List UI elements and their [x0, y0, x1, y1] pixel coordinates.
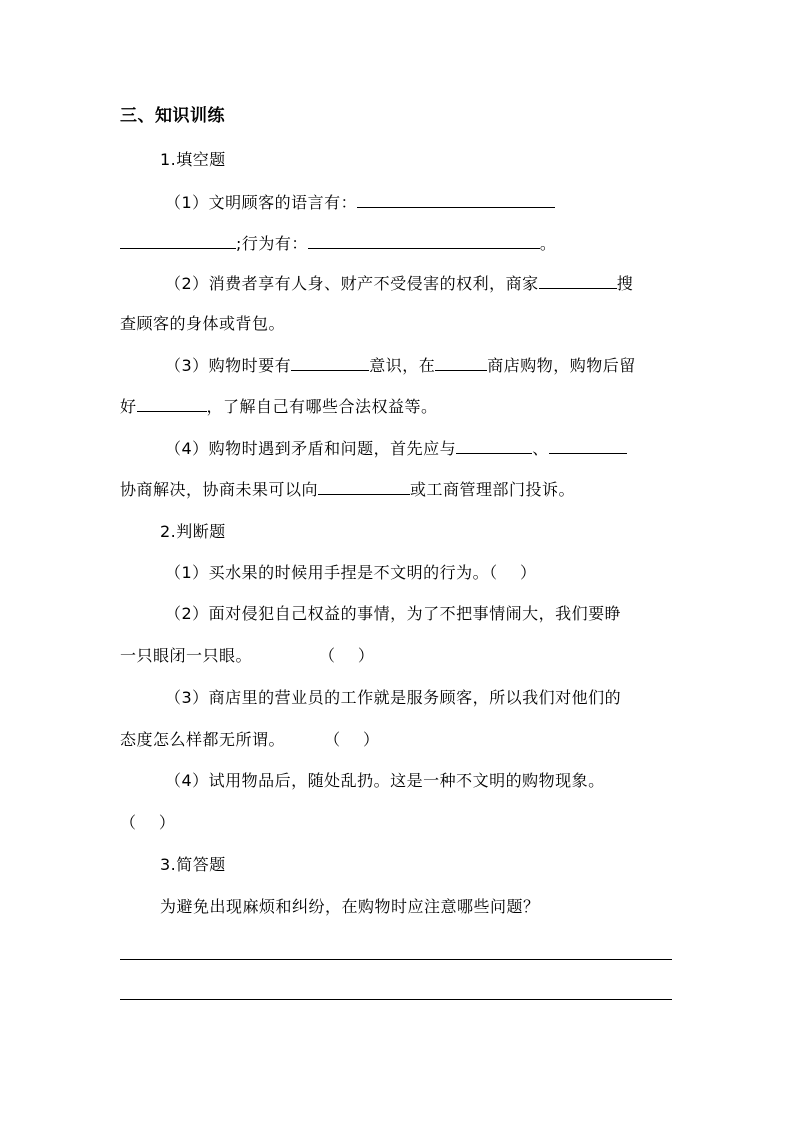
q1-item3-text: （3）购物时要有 — [165, 356, 292, 375]
q1-item3-blank-awareness[interactable] — [291, 355, 369, 371]
q1-item2-text2: 搜 — [616, 274, 634, 293]
q1-item4-blank-party1[interactable] — [456, 438, 532, 454]
q1-item1-text3: 。 — [539, 234, 557, 253]
q1-item4-text2: 、 — [532, 439, 549, 458]
q1-item4-text: （4）购物时遇到矛盾和问题，首先应与 — [165, 439, 457, 458]
q2-item4-line1: （4）试用物品后，随处乱扔。这是一种不文明的购物现象。 — [165, 771, 605, 790]
q2-item1: （1）买水果的时候用手捏是不文明的行为。（ ） — [165, 563, 537, 582]
q1-item1-blank-behavior[interactable] — [308, 233, 540, 249]
q2-item3-line2: 态度怎么样都无所谓。 （ ） — [120, 730, 380, 749]
q1-item4-text3: 协商解决，协商未果可以向 — [120, 480, 319, 499]
q1-item2-text: （2）消费者享有人身、财产不受侵害的权利，商家 — [165, 274, 539, 293]
q1-heading: 1.填空题 — [160, 150, 226, 169]
q1-item3-blank-shop[interactable] — [435, 355, 487, 371]
q1-item4-blank-party2[interactable] — [549, 438, 627, 454]
q1-item1-text: （1）文明顾客的语言有： — [165, 193, 358, 212]
q2-heading: 2.判断题 — [160, 522, 226, 541]
q1-item3-text3: 商店购物，购物后留 — [487, 356, 636, 375]
q1-item3-line2 — [120, 396, 438, 417]
q1-item4-blank-complaint[interactable] — [318, 479, 410, 495]
q1-item3-blank-keep[interactable] — [137, 396, 207, 412]
q1-item2-blank[interactable] — [539, 273, 617, 289]
q1-item2-line2: 查顾客的身体或背包。 — [120, 314, 286, 333]
q1-item1-blank-language[interactable] — [357, 192, 555, 208]
q3-question: 为避免出现麻烦和纠纷，在购物时应注意哪些问题？ — [160, 897, 540, 916]
q1-item4-line1 — [165, 438, 627, 459]
section-title: 三、知识训练 — [120, 106, 225, 126]
q1-item3-text2: 意识，在 — [369, 356, 436, 375]
answer-line-2[interactable] — [120, 998, 672, 1000]
q1-item3-text4: 好 — [120, 397, 137, 416]
answer-line-1[interactable] — [120, 958, 672, 960]
q1-item4-text4: 或工商管理部门投诉。 — [410, 480, 576, 499]
q1-item3-line1 — [165, 355, 636, 376]
q1-item2-line1 — [165, 273, 633, 294]
q1-item1-line1 — [165, 192, 555, 213]
q2-item2-line2: 一只眼闭一只眼。 （ ） — [120, 646, 375, 665]
q2-item2-line1: （2）面对侵犯自己权益的事情，为了不把事情闹大，我们要睁 — [165, 604, 622, 623]
q1-item1-blank-language-cont[interactable] — [120, 233, 236, 249]
q1-item4-line2 — [120, 479, 575, 500]
q2-item3-line1: （3）商店里的营业员的工作就是服务顾客，所以我们对他们的 — [165, 688, 622, 707]
q1-item3-text5: ，了解自己有哪些合法权益等。 — [206, 397, 438, 416]
q2-item4-line2: （ ） — [120, 813, 176, 832]
q1-item1-line2 — [120, 233, 556, 254]
q3-heading: 3.简答题 — [160, 855, 226, 874]
q1-item1-text2: ;行为有： — [236, 234, 308, 253]
